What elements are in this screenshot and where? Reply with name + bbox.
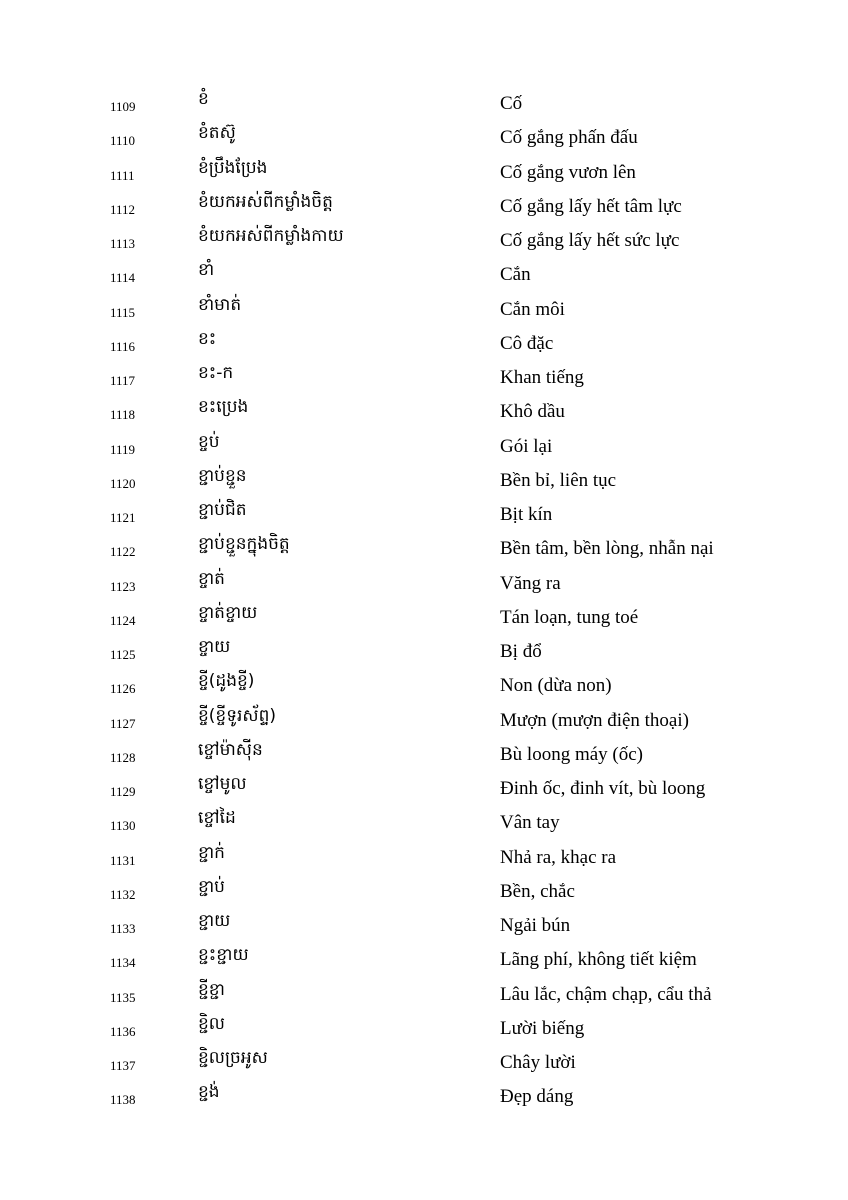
khmer-term: ខំយកអស់ពីកម្លាំងចិត្ត — [198, 191, 333, 212]
vietnamese-translation: Lãng phí, không tiết kiệm — [500, 949, 697, 971]
list-item — [0, 257, 848, 291]
khmer-term: ខ្ជិលច្រអូស — [198, 1048, 268, 1068]
entry-number: 1127 — [110, 715, 136, 731]
vietnamese-translation: Non (dừa non) — [500, 675, 612, 697]
entry-number: 1113 — [110, 236, 136, 251]
vietnamese-translation: Gói lại — [500, 435, 553, 457]
vietnamese-translation: Cắn môi — [500, 298, 565, 320]
entry-number: 1128 — [110, 749, 136, 765]
khmer-term: ខ្ជិល — [198, 1013, 225, 1034]
vietnamese-translation: Bền bỉ, liên tục — [500, 469, 617, 491]
list-item — [0, 942, 848, 976]
entry-number: 1122 — [110, 544, 136, 560]
khmer-term: ខំយកអស់ពីកម្លាំងកាយ — [198, 226, 344, 246]
khmer-term: ខ្ជាក់ — [198, 842, 225, 863]
khmer-term: ខ្ជាយ — [198, 911, 231, 931]
vietnamese-translation: Khan tiếng — [500, 367, 584, 388]
khmer-term: ខ្ជាប់ — [198, 876, 225, 897]
khmer-term: ខំប្រឹងប្រែង — [198, 157, 268, 178]
khmer-term: ខ្ចៅដៃ — [198, 808, 236, 829]
list-item — [0, 189, 848, 223]
entry-number: 1123 — [110, 578, 136, 594]
entry-number: 1133 — [110, 921, 136, 936]
list-item — [0, 908, 848, 942]
list-item — [0, 566, 848, 600]
khmer-term: ខ្ជាប់ខ្ជួន — [198, 465, 247, 486]
list-item — [0, 497, 848, 531]
vietnamese-translation: Cố gắng phấn đấu — [500, 127, 638, 149]
khmer-term: ខះ — [198, 328, 217, 349]
entry-number: 1134 — [110, 955, 136, 971]
vietnamese-translation: Lười biếng — [500, 1017, 585, 1039]
khmer-term: ខ្ចាយ — [198, 637, 231, 657]
vietnamese-translation: Vân tay — [500, 812, 560, 834]
entry-number: 1125 — [110, 647, 136, 662]
khmer-term: ខ្ជាប់ជិត — [198, 500, 247, 520]
khmer-term: ខះ-ក — [198, 363, 234, 383]
entry-number: 1121 — [110, 510, 136, 525]
vietnamese-translation: Bù loong máy (ốc) — [500, 743, 644, 765]
vietnamese-translation: Đẹp dáng — [500, 1086, 574, 1108]
list-item — [0, 805, 848, 839]
list-item — [0, 703, 848, 737]
list-item — [0, 634, 848, 668]
vietnamese-translation: Nhả ra, khạc ra — [500, 846, 617, 868]
list-item — [0, 874, 848, 908]
khmer-term: ខ្ចប់ — [198, 431, 220, 452]
entry-number: 1137 — [110, 1058, 136, 1073]
list-item — [0, 531, 848, 565]
khmer-term: ខ្ចី(ខ្ចីទូរស័ព្ទ) — [198, 705, 277, 726]
list-item — [0, 737, 848, 771]
khmer-term: ខំ — [198, 89, 209, 109]
khmer-term: ខ្ចាត់ — [198, 568, 225, 589]
entry-number: 1119 — [110, 441, 136, 457]
entry-number: 1118 — [110, 407, 136, 423]
entry-number: 1124 — [110, 612, 136, 628]
list-item — [0, 292, 848, 326]
list-item — [0, 394, 848, 428]
khmer-term: ខ្ជាប់ខ្ជួនក្នុងចិត្ត — [198, 534, 290, 555]
vietnamese-translation: Tán loạn, tung toé — [500, 606, 639, 628]
entry-number: 1129 — [110, 784, 136, 799]
entry-number: 1112 — [110, 201, 136, 217]
list-item — [0, 771, 848, 805]
khmer-term: ខាំ — [198, 260, 215, 281]
vietnamese-translation: Bền tâm, bền lòng, nhẫn nại — [500, 538, 714, 560]
vietnamese-translation: Cố gắng vươn lên — [500, 161, 636, 183]
vietnamese-translation: Bền, chắc — [500, 880, 575, 902]
entry-number: 1135 — [110, 989, 136, 1005]
vietnamese-translation: Văng ra — [500, 572, 561, 594]
vietnamese-translation: Cắn — [500, 264, 531, 286]
khmer-term: ខ្ចៅម៉ាស៊ីន — [198, 739, 263, 760]
khmer-term: ខ្ជះខ្ជាយ — [198, 945, 249, 966]
entry-number: 1111 — [110, 167, 135, 183]
vietnamese-translation: Bị đổ — [500, 641, 542, 662]
khmer-term: ខ្ជង់ — [198, 1082, 220, 1103]
list-item — [0, 840, 848, 874]
vietnamese-translation: Lâu lắc, chậm chạp, cẩu thả — [500, 983, 712, 1005]
entry-number: 1115 — [110, 304, 136, 320]
vietnamese-translation: Khô dầu — [500, 401, 565, 423]
entry-number: 1126 — [110, 681, 136, 697]
vietnamese-translation: Cô đặc — [500, 332, 554, 354]
list-item — [0, 977, 848, 1011]
vietnamese-translation: Cố gắng lấy hết sức lực — [500, 230, 680, 251]
entry-number: 1131 — [110, 852, 136, 868]
khmer-term: ខះប្រេង — [198, 397, 249, 418]
list-item — [0, 1045, 848, 1079]
entry-number: 1136 — [110, 1023, 136, 1039]
list-item — [0, 1079, 848, 1113]
khmer-term: ខ្ជីខ្ជា — [198, 979, 225, 1000]
list-item — [0, 668, 848, 702]
list-item — [0, 429, 848, 463]
entry-number: 1109 — [110, 99, 136, 114]
khmer-term: ខ្ចាត់ខ្ចាយ — [198, 602, 258, 623]
khmer-term: ខ្ចៅមូល — [198, 774, 247, 794]
list-item — [0, 463, 848, 497]
vocabulary-list — [0, 86, 848, 1114]
entry-number: 1114 — [110, 270, 136, 286]
entry-number: 1116 — [110, 338, 136, 354]
vietnamese-translation: Cố gắng lấy hết tâm lực — [500, 195, 682, 217]
vietnamese-translation: Mượn (mượn điện thoại) — [500, 709, 689, 731]
entry-number: 1117 — [110, 373, 136, 388]
khmer-term: ខំតស៊ូ — [198, 123, 236, 144]
list-item — [0, 360, 848, 394]
vietnamese-translation: Chây lười — [500, 1052, 576, 1073]
entry-number: 1138 — [110, 1092, 136, 1108]
entry-number: 1130 — [110, 818, 136, 834]
vietnamese-translation: Cố — [500, 93, 523, 114]
list-item — [0, 1011, 848, 1045]
vietnamese-translation: Bịt kín — [500, 504, 553, 525]
list-item — [0, 86, 848, 120]
list-item — [0, 155, 848, 189]
khmer-term: ខ្ចី(ដូងខ្ចី) — [198, 671, 255, 692]
list-item — [0, 600, 848, 634]
entry-number: 1132 — [110, 886, 136, 902]
list-item — [0, 120, 848, 154]
list-item — [0, 223, 848, 257]
entry-number: 1120 — [110, 475, 136, 491]
vietnamese-translation: Đinh ốc, đinh vít, bù loong — [500, 778, 706, 799]
list-item — [0, 326, 848, 360]
vietnamese-translation: Ngải bún — [500, 915, 571, 936]
entry-number: 1110 — [110, 133, 136, 149]
khmer-term: ខាំមាត់ — [198, 294, 242, 315]
